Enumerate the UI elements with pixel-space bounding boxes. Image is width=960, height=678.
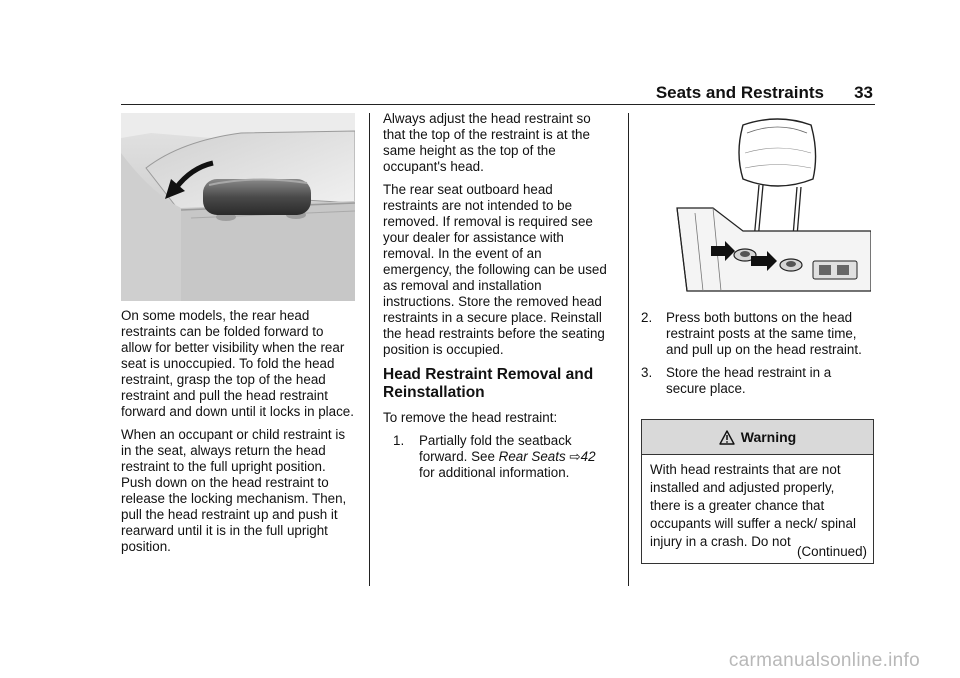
column-3	[641, 310, 875, 404]
page-ref-arrow-icon: ⇨	[569, 449, 581, 464]
removal-intro-text: To remove the head restraint:	[383, 410, 558, 425]
upright-instructions-text: When an occupant or child restraint is in the seat, always return the head restraint to the full upright position. Push down on the head restraint to release the locking mechanism. Then, pull the head restraint up and push it rearward until it is in the full upright position.	[121, 427, 347, 554]
watermark: carmanualsonline.info	[728, 650, 920, 671]
step-1	[383, 433, 611, 481]
removal-notice-text: The rear seat outboard head restraints are not intended to be removed. If removal is required see your dealer for assistance with removal. In the event of an emergency, the following can be used as removal and installation instructions. Store the removed head restraints in a secure place. Reinstall the head restraints before the seating position is occupied.	[383, 182, 607, 357]
adjust-text: Always adjust the head restraint so that the top of the restraint is at the same height as the top of the occupant's head.	[383, 111, 591, 174]
column-divider-1	[369, 113, 370, 586]
warning-box	[641, 419, 874, 564]
step-number: 2.	[641, 310, 653, 325]
warning-body-text: With head restraints that are not installed and adjusted properly, there is a greater chance that occupants will suffer a neck/ spinal injury in a crash. Do not	[650, 462, 856, 549]
step-number: 3.	[641, 365, 653, 380]
column-1	[121, 308, 357, 562]
warning-header	[642, 420, 873, 455]
column-divider-2	[628, 113, 629, 586]
step-text: Press both buttons on the head restraint posts at the same time, and pull up on the head restraint.	[666, 310, 862, 357]
step-text: Partially fold the seatback forward. See Rear Seats ⇨42 for additional information.	[419, 433, 596, 480]
step-3	[641, 365, 875, 397]
section-subheading: Head Restraint Removal and Reinstallation	[383, 366, 594, 401]
page-number: 33	[854, 83, 873, 102]
section-title: Seats and Restraints	[655, 83, 824, 102]
fold-instructions-text: On some models, the rear head restraints can be folded forward to allow for better visibility when the rear seat is unoccupied. To fold the head restraint, grasp the top of the head restraint and pull the head restraint forward and down until it locks in place.	[121, 308, 354, 419]
column-2	[383, 111, 611, 488]
step-text: Store the head restraint in a secure place.	[666, 365, 832, 396]
continued-label: (Continued)	[797, 544, 867, 559]
step-number: 1.	[393, 433, 405, 448]
step-2	[641, 310, 875, 358]
rear-head-restraint-fold-illustration	[121, 113, 355, 301]
header-rule	[121, 104, 875, 105]
warning-triangle-icon	[719, 430, 735, 445]
head-restraint-removal-illustration	[673, 113, 871, 293]
rear-seats-page-link[interactable]: Rear Seats ⇨42	[498, 449, 596, 464]
warning-title: Warning	[740, 429, 797, 445]
